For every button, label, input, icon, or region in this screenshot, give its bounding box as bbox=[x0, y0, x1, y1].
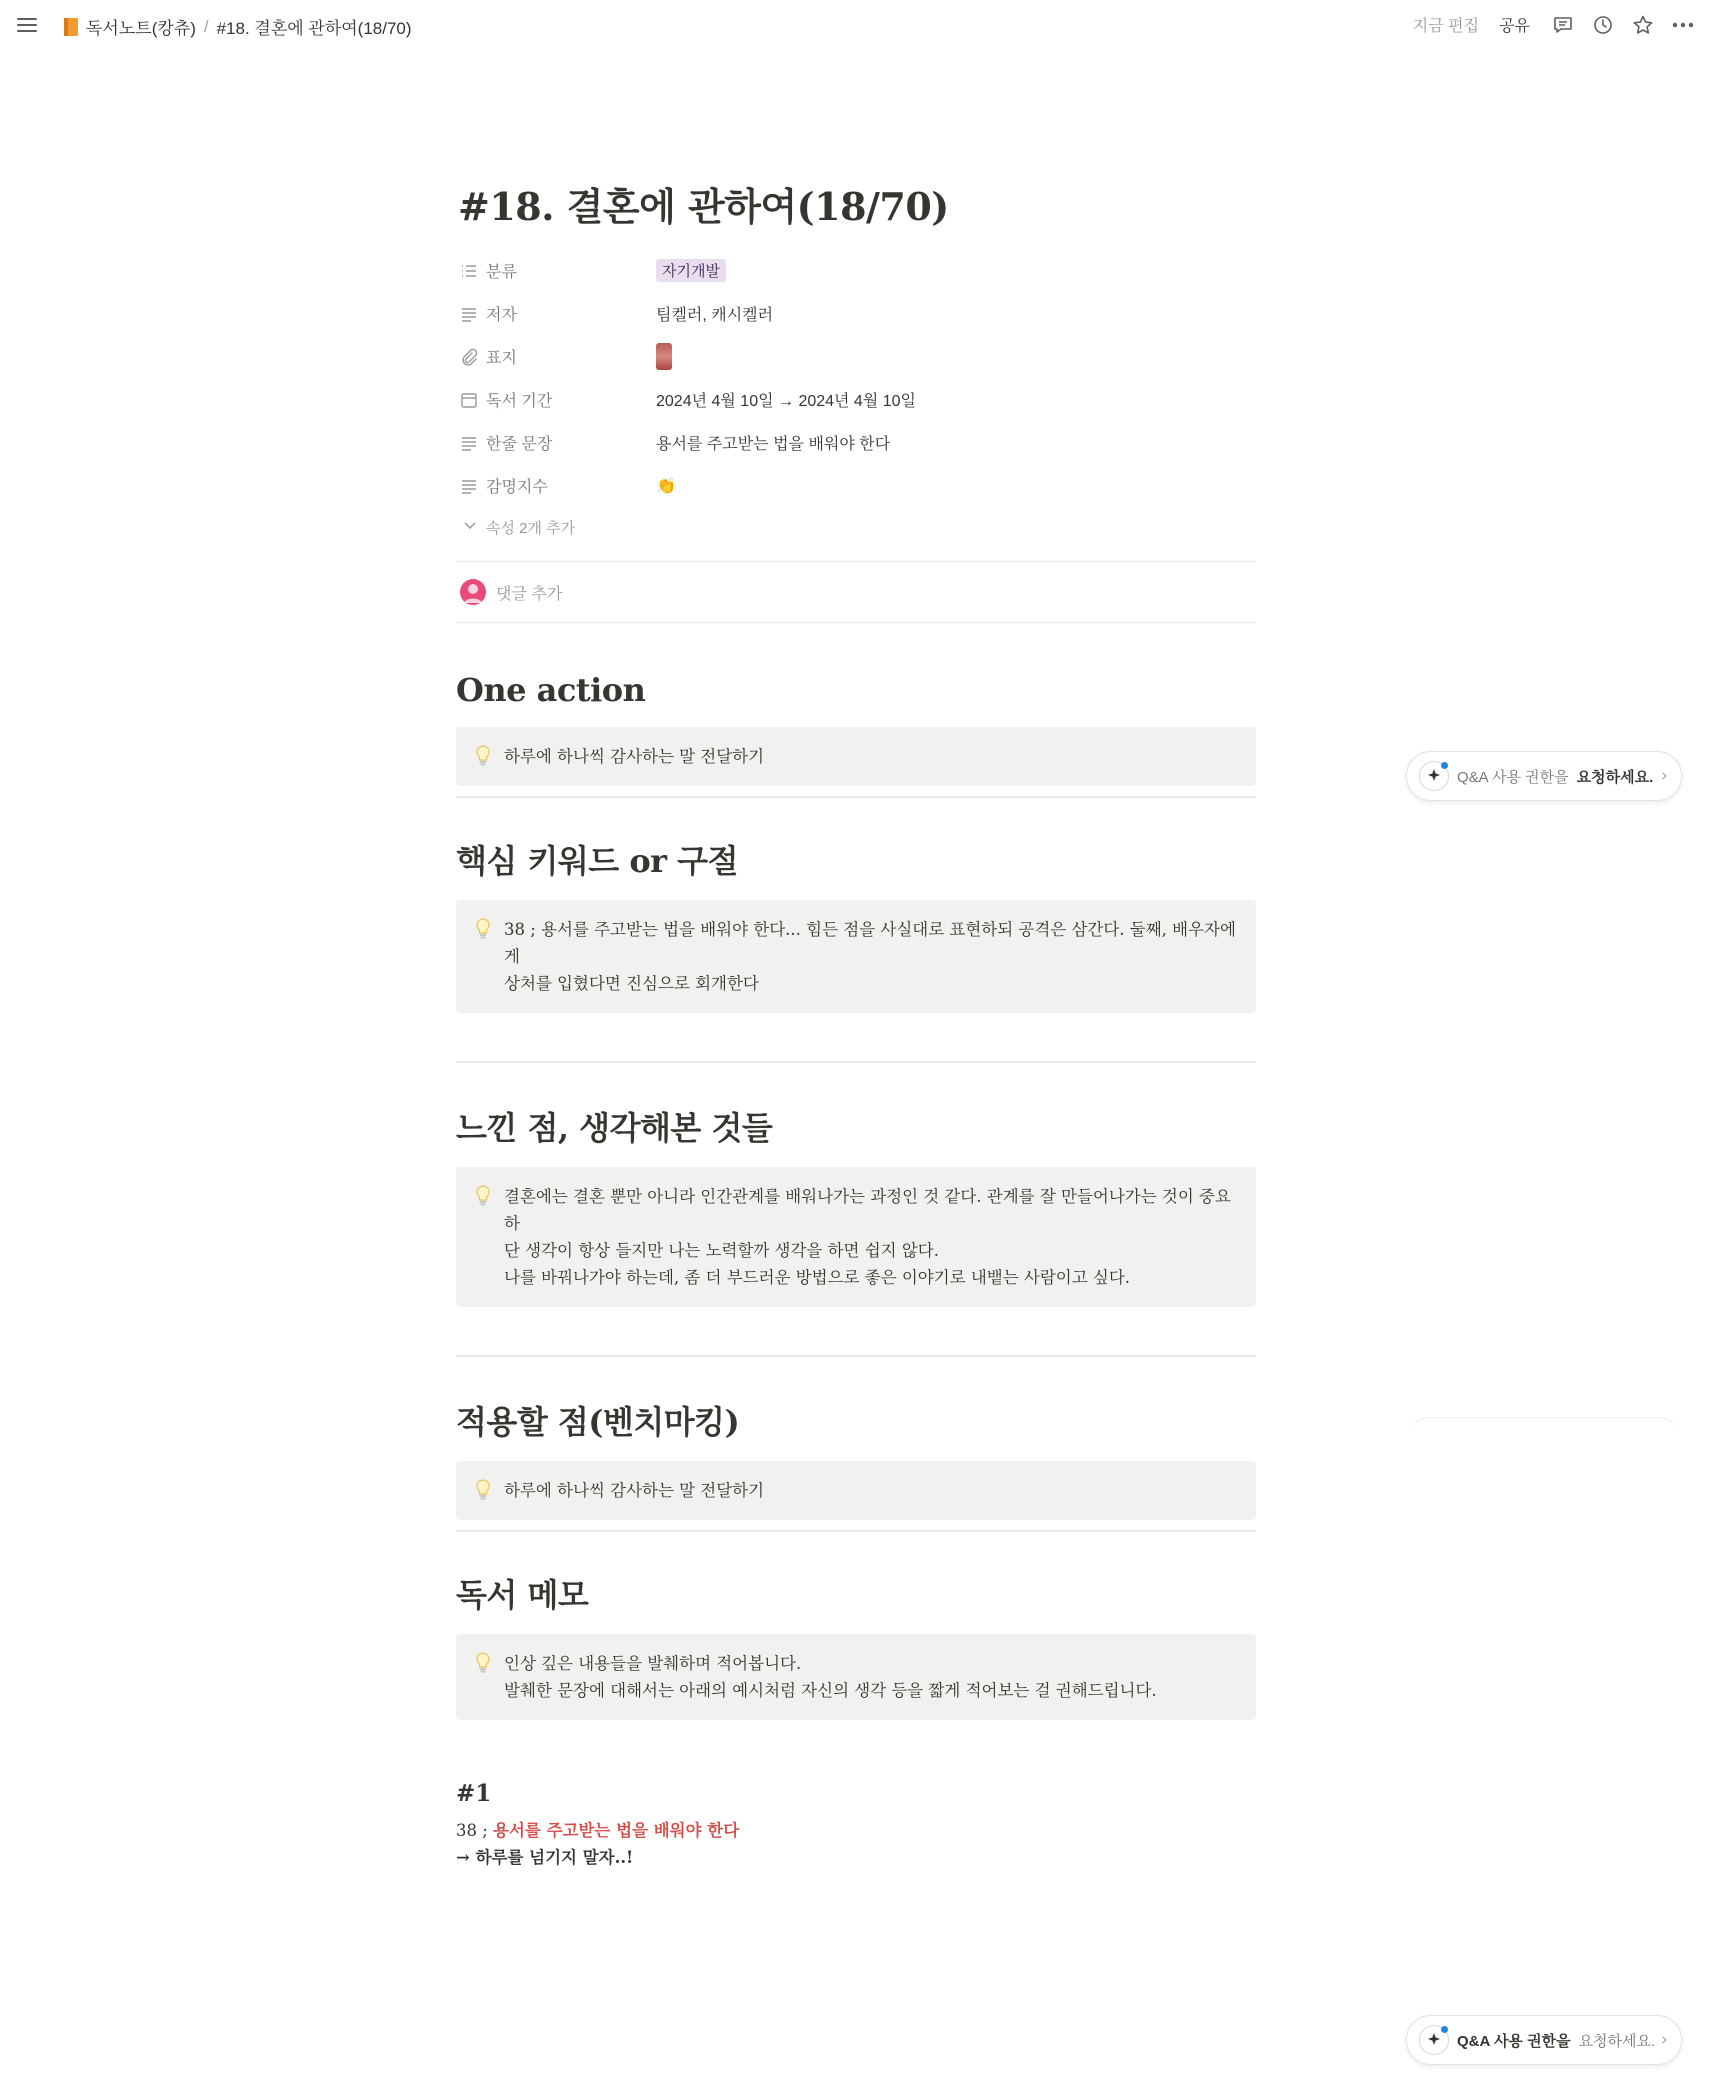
memo-note[interactable]: → 하루를 넘기지 말자..! bbox=[456, 1848, 634, 1867]
more-properties-toggle[interactable] bbox=[456, 507, 1256, 547]
memo-heading[interactable]: #1 bbox=[456, 1780, 492, 1807]
sparkle-icon bbox=[1419, 2025, 1449, 2055]
callout-text: 결혼에는 결혼 뿐만 아니라 인간관계를 배워나가는 과정인 것 같다. 관계를 잘 만들어나가는 것이 중요하 단 생각이 항상 들지만 나는 노력할까 생각을 하면 쉽지 않다. 나를 바꿔나가야 하는데, 좀 더 부드러운 방법으로 좋은 이야기로 내뱉는 사람이고 싶다. bbox=[504, 1187, 1231, 1287]
page-title[interactable]: #18. 결혼에 관하여(18/70) bbox=[458, 184, 949, 229]
property-value: 용서를 주고받는 법을 배워야 한다 bbox=[656, 436, 891, 453]
add-comment-label: 댓글 추가 bbox=[496, 585, 563, 603]
notification-dot bbox=[1441, 762, 1448, 769]
add-comment[interactable] bbox=[456, 562, 1256, 622]
chevron-right-icon: › bbox=[1661, 767, 1667, 784]
callout-benchmark[interactable] bbox=[456, 1461, 1256, 1520]
topbar bbox=[0, 0, 1710, 50]
heading-benchmark[interactable]: 적용할 점(벤치마킹) bbox=[456, 1403, 740, 1441]
qa-label-prefix: Q&A 사용 권한을 bbox=[1457, 768, 1569, 786]
star-icon[interactable] bbox=[1630, 12, 1656, 38]
callout-text: 하루에 하나씩 감사하는 말 전달하기 bbox=[504, 1481, 765, 1500]
property-label: 표지 bbox=[486, 350, 517, 367]
category-tag[interactable]: 자기개발 bbox=[656, 259, 726, 282]
property-value bbox=[656, 343, 672, 370]
clap-emoji: 👏 bbox=[656, 477, 676, 495]
text-icon bbox=[460, 434, 478, 452]
top-actions bbox=[1413, 10, 1696, 39]
memo-quote-prefix: 38 ; bbox=[456, 1821, 494, 1840]
properties bbox=[456, 249, 1256, 547]
lightbulb-icon bbox=[474, 743, 492, 769]
cover-thumbnail[interactable] bbox=[656, 343, 672, 370]
property-label: 분류 bbox=[486, 264, 517, 281]
property-value: 팀켈러, 캐시켈러 bbox=[656, 307, 774, 324]
qa-label-suffix: 요청하세요. bbox=[1576, 768, 1654, 786]
comment-icon[interactable] bbox=[1550, 12, 1576, 38]
lightbulb-icon bbox=[474, 1183, 492, 1209]
text-icon bbox=[460, 305, 478, 323]
property-name bbox=[456, 431, 656, 454]
breadcrumb-item-notebook[interactable] bbox=[56, 12, 202, 41]
lightbulb-icon bbox=[474, 916, 492, 942]
heading-keywords[interactable]: 핵심 키워드 or 구절 bbox=[456, 842, 739, 880]
breadcrumb-separator: / bbox=[203, 16, 209, 36]
property-name bbox=[456, 474, 656, 497]
property-reading-period[interactable] bbox=[456, 378, 1256, 421]
page-content bbox=[456, 160, 1256, 1871]
book-icon bbox=[62, 17, 80, 37]
memo-quote-highlight: 용서를 주고받는 법을 배워야 한다 bbox=[493, 1821, 740, 1840]
divider bbox=[456, 622, 1256, 623]
edited-status: 지금 편집 bbox=[1412, 18, 1480, 35]
callout-text: 하루에 하나씩 감사하는 말 전달하기 bbox=[504, 747, 765, 766]
breadcrumb-label: 독서노트(캉츄) bbox=[86, 19, 196, 38]
callout-thoughts[interactable] bbox=[456, 1167, 1256, 1307]
qa-label-prefix: Q&A 사용 권한을 bbox=[1457, 2032, 1571, 2050]
callout-keywords[interactable] bbox=[456, 900, 1256, 1013]
clock-icon[interactable] bbox=[1590, 12, 1616, 38]
share-button[interactable]: 공유 bbox=[1499, 18, 1530, 35]
qa-permission-button-bottom[interactable] bbox=[1406, 2015, 1682, 2065]
breadcrumb bbox=[56, 12, 418, 41]
property-label: 독서 기간 bbox=[486, 393, 553, 410]
property-author[interactable] bbox=[456, 292, 1256, 335]
qa-permission-button[interactable] bbox=[1406, 751, 1682, 801]
calendar-icon bbox=[460, 391, 478, 409]
property-one-line[interactable] bbox=[456, 421, 1256, 464]
qa-label-suffix: 요청하세요. bbox=[1578, 2032, 1656, 2050]
callout-reading-memo[interactable] bbox=[456, 1634, 1256, 1720]
menu-icon[interactable] bbox=[14, 12, 40, 38]
more-icon[interactable] bbox=[1670, 12, 1696, 38]
property-cover[interactable] bbox=[456, 335, 1256, 378]
text-icon bbox=[460, 477, 478, 495]
property-category[interactable] bbox=[456, 249, 1256, 292]
callout-text: 인상 깊은 내용들을 발췌하며 적어봅니다. 발췌한 문장에 대해서는 아래의 예시처럼 자신의 생각 등을 짧게 적어보는 걸 권해드립니다. bbox=[504, 1654, 1157, 1700]
chevron-down-icon bbox=[462, 517, 478, 537]
property-impression[interactable] bbox=[456, 464, 1256, 507]
breadcrumb-item-page[interactable]: #18. 결혼에 관하여(18/70) bbox=[216, 19, 412, 38]
callout-text: 38 ; 용서를 주고받는 법을 배워야 한다... 힘든 점을 사실대로 표현하되 공격은 삼간다. 둘째, 배우자에게 상처를 입혔다면 진심으로 회개한다 bbox=[504, 920, 1236, 993]
property-name bbox=[456, 302, 656, 325]
property-label: 저자 bbox=[486, 307, 517, 324]
paperclip-icon bbox=[460, 348, 478, 366]
heading-reading-memo[interactable]: 독서 메모 bbox=[456, 1576, 589, 1614]
notification-dot bbox=[1441, 2026, 1448, 2033]
sparkle-icon bbox=[1419, 761, 1449, 791]
faded-pill-outline bbox=[1408, 1417, 1680, 1458]
property-name bbox=[456, 259, 656, 282]
lightbulb-icon bbox=[474, 1477, 492, 1503]
divider bbox=[456, 1530, 1256, 1532]
heading-one-action[interactable]: One action bbox=[456, 671, 646, 709]
divider bbox=[456, 796, 1256, 798]
divider bbox=[456, 1355, 1256, 1357]
property-label: 한줄 문장 bbox=[486, 436, 553, 453]
divider bbox=[456, 1061, 1256, 1063]
property-value bbox=[656, 259, 726, 282]
chevron-right-icon: › bbox=[1661, 2031, 1667, 2048]
property-label: 감명지수 bbox=[486, 479, 548, 496]
avatar bbox=[460, 579, 486, 605]
property-value: 2024년 4월 10일 → 2024년 4월 10일 bbox=[656, 393, 916, 410]
property-name bbox=[456, 388, 656, 411]
list-icon bbox=[460, 262, 478, 280]
more-properties-label: 속성 2개 추가 bbox=[486, 519, 576, 537]
property-name bbox=[456, 345, 656, 368]
heading-thoughts[interactable]: 느낀 점, 생각해본 것들 bbox=[456, 1109, 773, 1147]
memo-quote[interactable] bbox=[456, 1817, 1256, 1844]
callout-one-action[interactable] bbox=[456, 727, 1256, 786]
lightbulb-icon bbox=[474, 1650, 492, 1676]
